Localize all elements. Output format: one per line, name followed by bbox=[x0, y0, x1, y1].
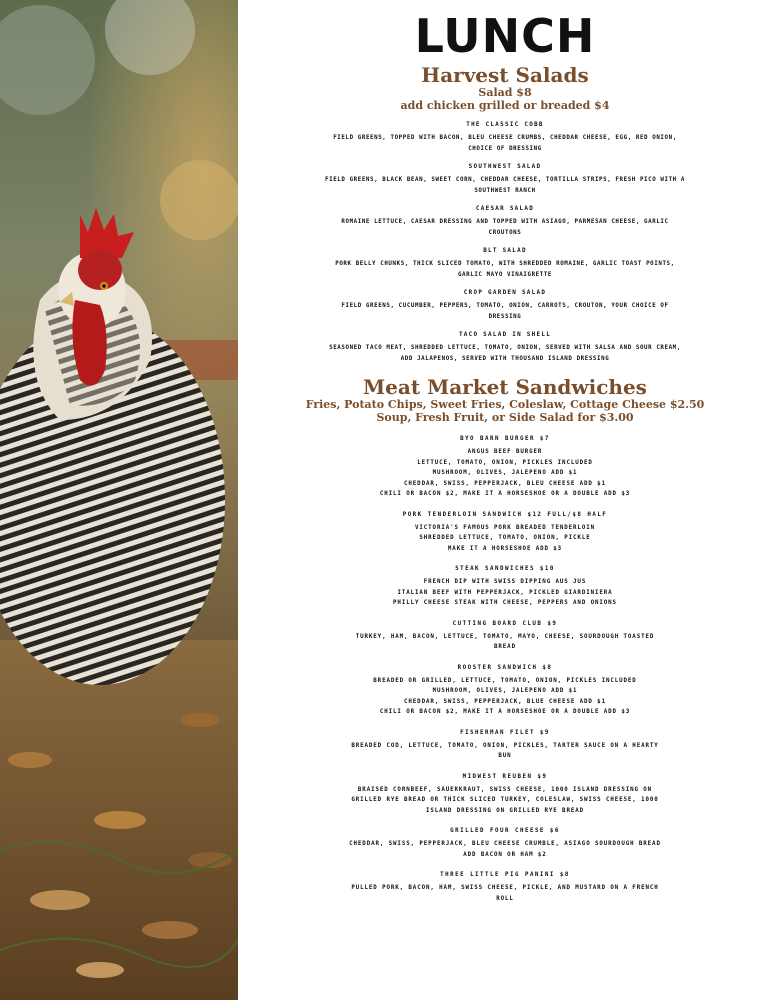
menu-item bbox=[238, 769, 772, 817]
description-line: ROLL bbox=[496, 895, 514, 902]
description-line: FIELD GREENS, BLACK BEAN, SWEET CORN, CHEDDAR CHEESE, TORTILLA STRIPS, FRESH PICO WITH A bbox=[325, 177, 685, 183]
description-line: ISLAND DRESSING ON GRILLED RYE BREAD bbox=[425, 807, 585, 814]
menu-item-description bbox=[238, 523, 772, 555]
menu-item-description bbox=[238, 577, 772, 609]
description-line: GARLIC MAYO VINAIGRETTE bbox=[457, 271, 553, 278]
description-line: BUN bbox=[498, 753, 512, 759]
menu-item bbox=[238, 285, 772, 322]
menu-item bbox=[238, 616, 772, 653]
menu-item bbox=[238, 867, 772, 904]
page-title: LUNCH bbox=[414, 9, 596, 63]
menu-item-name: GRILLED FOUR CHEESE $6 bbox=[450, 828, 560, 834]
menu-item-name: STEAK SANDWICHES $10 bbox=[455, 566, 555, 572]
menu-item-name: THE CLASSIC COBB bbox=[466, 122, 544, 128]
rooster-photo bbox=[0, 0, 238, 1000]
menu-item bbox=[238, 561, 772, 609]
menu-panel bbox=[238, 0, 772, 1000]
salad-price: Salad $8 bbox=[478, 86, 532, 99]
description-line: FIELD GREENS, TOPPED WITH BACON, BLEU CHEESE CRUMBS, CHEDDAR CHEESE, EGG, RED ONION, bbox=[333, 135, 677, 141]
description-line: MUSHROOM, OLIVES, JALEPENO ADD $1 bbox=[432, 688, 578, 694]
sandwiches-heading: Meat Market Sandwiches bbox=[363, 375, 647, 399]
menu-item-name: FISHERMAN FILET $9 bbox=[460, 729, 550, 736]
sandwiches-section bbox=[238, 376, 772, 904]
menu-item bbox=[238, 159, 772, 196]
description-line: PHILLY CHEESE STEAK WITH CHEESE, PEPPERS AND ONIONS bbox=[393, 600, 617, 606]
description-line: CHEDDAR, SWISS, PEPPERJACK, BLEU CHEESE CRUMBLE, ASIAGO SOURDOUGH BREAD bbox=[349, 841, 661, 847]
menu-item-description bbox=[238, 175, 772, 196]
menu-item bbox=[238, 660, 772, 718]
menu-item-name: PORK TENDERLOIN SANDWICH $12 FULL/$8 HALF bbox=[402, 511, 608, 518]
description-line: BRAISED CORNBEEF, SAUERKRAUT, SWISS CHEESE, 1000 ISLAND DRESSING ON bbox=[357, 786, 653, 793]
description-line: FIELD GREENS, CUCUMBER, PEPPERS, TOMATO, ONION, CARROTS, CROUTON, YOUR CHOICE OF bbox=[341, 303, 669, 309]
menu-item-description bbox=[238, 133, 772, 154]
menu-item bbox=[238, 243, 772, 280]
menu-item-description bbox=[238, 883, 772, 904]
description-line: GRILLED RYE BREAD OR THICK SLICED TURKEY, COLESLAW, SWISS CHEESE, 1000 bbox=[351, 797, 659, 803]
menu-item-name: MIDWEST REUBEN $9 bbox=[462, 773, 548, 780]
description-line: ROMAINE LETTUCE, CAESAR DRESSING AND TOPPED WITH ASIAGO, PARMESAN CHEESE, GARLIC bbox=[341, 219, 669, 225]
menu-item bbox=[238, 507, 772, 555]
sides-line: Fries, Potato Chips, Sweet Fries, Coleslaw, Cottage Cheese $2.50 bbox=[305, 398, 705, 411]
sides-line-2: Soup, Fresh Fruit, or Side Salad for $3.00 bbox=[376, 411, 634, 424]
description-line: BREADED OR GRILLED, LETTUCE, TOMATO, ONION, PICKLES INCLUDED bbox=[373, 677, 637, 684]
menu-item-name: THREE LITTLE PIG PANINI $8 bbox=[440, 872, 570, 878]
description-line: TURKEY, HAM, BACON, LETTUCE, TOMATO, MAYO, CHEESE, SOURDOUGH TOASTED bbox=[355, 633, 655, 640]
sandwich-list bbox=[238, 431, 772, 904]
description-line: BREADED COD, LETTUCE, TOMATO, ONION, PICKLES, TARTER SAUCE ON A HEARTY bbox=[351, 742, 659, 749]
description-line: SEASONED TACO MEAT, SHREDDED LETTUCE, TOMATO, ONION, SERVED WITH SALSA AND SOUR CREAM, bbox=[329, 345, 681, 351]
menu-item-description bbox=[238, 447, 772, 500]
salads-heading: Harvest Salads bbox=[421, 63, 589, 87]
menu-item-description bbox=[238, 676, 772, 718]
salads-section bbox=[238, 64, 772, 364]
description-line: BREAD bbox=[494, 644, 516, 650]
description-line: CHEDDAR, SWISS, PEPPERJACK, BLUE CHEESE ADD $1 bbox=[404, 698, 606, 705]
description-line: CHEDDAR, SWISS, PEPPERJACK, BLEU CHEESE ADD $1 bbox=[404, 480, 606, 487]
description-line: CROUTONS bbox=[488, 229, 522, 236]
description-line: VICTORIA'S FAMOUS PORK BREADED TENDERLOIN bbox=[415, 524, 595, 531]
description-line: SHREDDED LETTUCE, TOMATO, ONION, PICKLE bbox=[419, 535, 591, 541]
description-line: ADD JALAPENOS, SERVED WITH THOUSAND ISLAND DRESSING bbox=[400, 355, 610, 362]
salad-addon: add chicken grilled or breaded $4 bbox=[400, 99, 610, 112]
menu-item-description bbox=[238, 741, 772, 762]
description-line: FRENCH DIP WITH SWISS DIPPING AUS JUS bbox=[423, 579, 587, 585]
description-line: ADD BACON OR HAM $2 bbox=[463, 851, 547, 858]
menu-item-description bbox=[238, 259, 772, 280]
description-line: CHILI OR BACON $2, MAKE IT A HORSESHOE OR A DOUBLE ADD $3 bbox=[379, 491, 631, 497]
menu-item-name: BLT SALAD bbox=[483, 248, 527, 254]
description-line: LETTUCE, TOMATO, ONION, PICKLES INCLUDED bbox=[417, 459, 593, 466]
menu-item-name: CUTTING BOARD CLUB $9 bbox=[452, 620, 558, 627]
description-line: DRESSING bbox=[488, 313, 522, 320]
description-line: CHOICE OF DRESSING bbox=[468, 145, 542, 152]
description-line: PULLED PORK, BACON, HAM, SWISS CHEESE, PICKLE, AND MUSTARD ON A FRENCH bbox=[351, 885, 659, 891]
menu-item bbox=[238, 725, 772, 762]
menu-item-description bbox=[238, 301, 772, 322]
description-line: SOUTHWEST RANCH bbox=[474, 187, 536, 194]
menu-item-name: BYO BARN BURGER $7 bbox=[460, 436, 550, 442]
menu-item bbox=[238, 117, 772, 154]
description-line: MUSHROOM, OLIVES, JALEPENO ADD $1 bbox=[432, 470, 578, 476]
menu-item-name: SOUTHWEST SALAD bbox=[468, 164, 542, 170]
menu-item bbox=[238, 823, 772, 860]
menu-item bbox=[238, 431, 772, 500]
menu-item-name: CROP GARDEN SALAD bbox=[463, 290, 547, 296]
menu-item-description bbox=[238, 632, 772, 653]
salad-list bbox=[238, 117, 772, 364]
menu-item-description bbox=[238, 839, 772, 860]
menu-item-name: ROOSTER SANDWICH $8 bbox=[457, 664, 553, 671]
menu-item bbox=[238, 327, 772, 364]
description-line: ITALIAN BEEF WITH PEPPERJACK, PICKLED GIARDINIERA bbox=[397, 589, 613, 596]
description-line: PORK BELLY CHUNKS, THICK SLICED TOMATO, WITH SHREDDED ROMAINE, GARLIC TOAST POINTS, bbox=[335, 261, 675, 267]
menu-item-description bbox=[238, 785, 772, 817]
menu-item-description bbox=[238, 343, 772, 364]
description-line: CHILI OR BACON $2, MAKE IT A HORSESHOE OR A DOUBLE ADD $3 bbox=[379, 709, 631, 715]
menu-item-description bbox=[238, 217, 772, 238]
menu-item bbox=[238, 201, 772, 238]
description-line: ANGUS BEEF BURGER bbox=[467, 449, 543, 455]
menu-item-name: CAESAR SALAD bbox=[475, 206, 535, 212]
menu-item-name: TACO SALAD IN SHELL bbox=[458, 332, 552, 338]
description-line: MAKE IT A HORSESHOE ADD $3 bbox=[447, 545, 563, 552]
